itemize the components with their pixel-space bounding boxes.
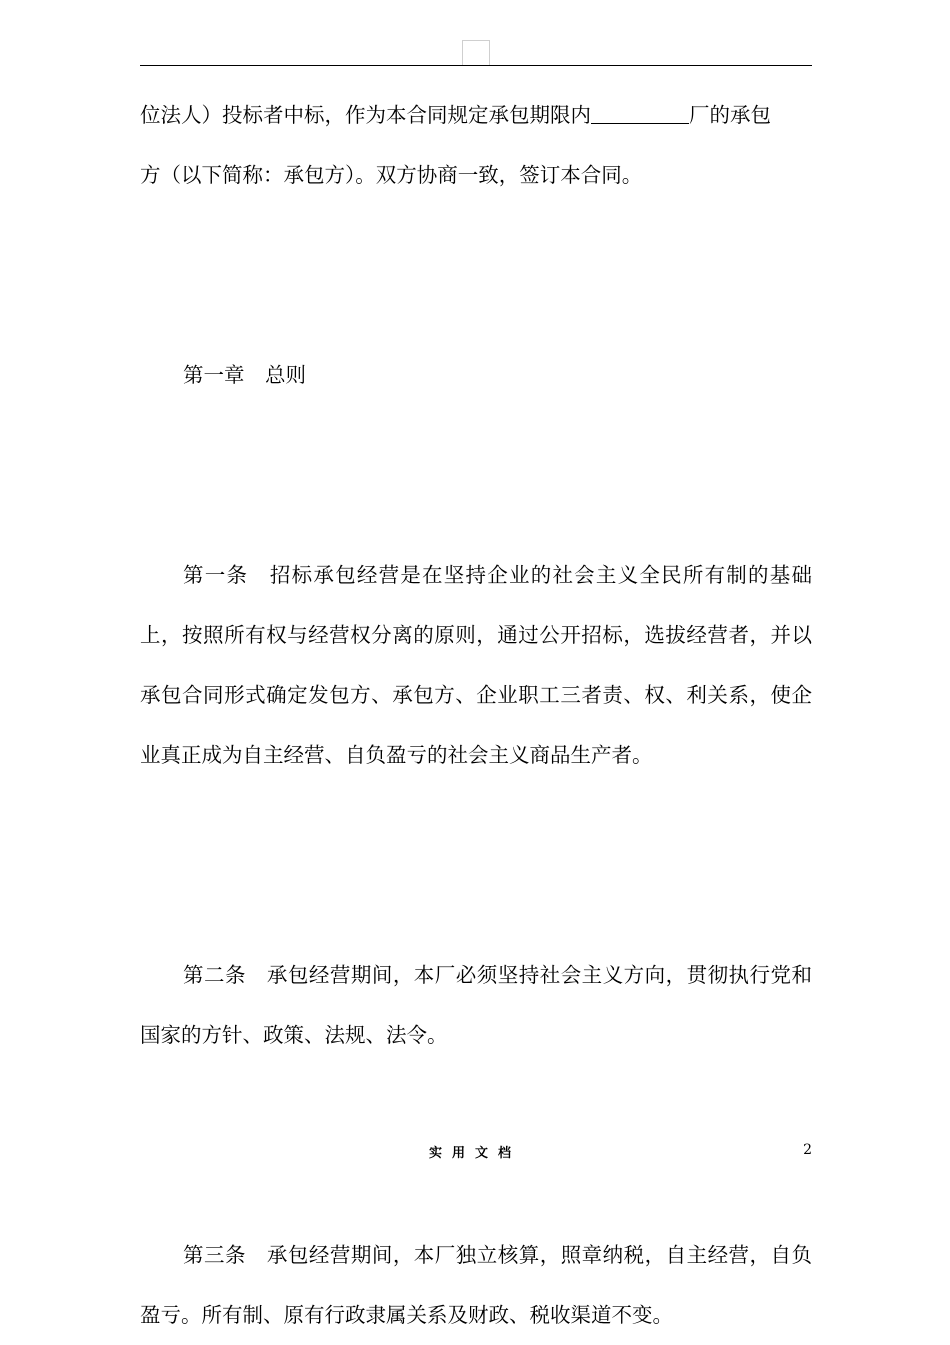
intro-text-start: 位法人）投标者中标，作为本合同规定承包期限内	[140, 103, 591, 127]
chapter-heading: 第一章 总则	[183, 363, 306, 387]
article-3: 第三条 承包经营期间，本厂独立核算，照章纳税，自主经营，自负盈亏。所有制、原有行政隶属关系及财政、税收渠道不变。	[140, 1243, 812, 1327]
spacer	[140, 205, 812, 345]
spacer	[140, 785, 812, 945]
spacer	[140, 405, 812, 545]
article-2: 第二条 承包经营期间，本厂必须坚持社会主义方向，贯彻执行党和国家的方针、政策、法规、法令。	[140, 963, 812, 1047]
page-number: 2	[803, 1142, 812, 1158]
fill-in-blank[interactable]	[591, 101, 689, 124]
intro-text-line2: 方（以下简称：承包方）。双方协商一致，签订本合同。	[140, 163, 643, 187]
intro-paragraph	[140, 85, 812, 205]
intro-text-end: 厂的承包	[689, 103, 771, 127]
header-rule	[140, 65, 812, 66]
footer-title: 实用文档	[428, 1146, 521, 1161]
article-1: 第一条 招标承包经营是在坚持企业的社会主义全民所有制的基础上，按照所有权与经营权分离的原则，通过公开招标，选拔经营者，并以承包合同形式确定发包方、承包方、企业职工三者责、权、利关系，使企业真正成为自主经营、自负盈亏的社会主义商品生产者。	[140, 563, 812, 767]
header-tab-box	[462, 40, 490, 65]
